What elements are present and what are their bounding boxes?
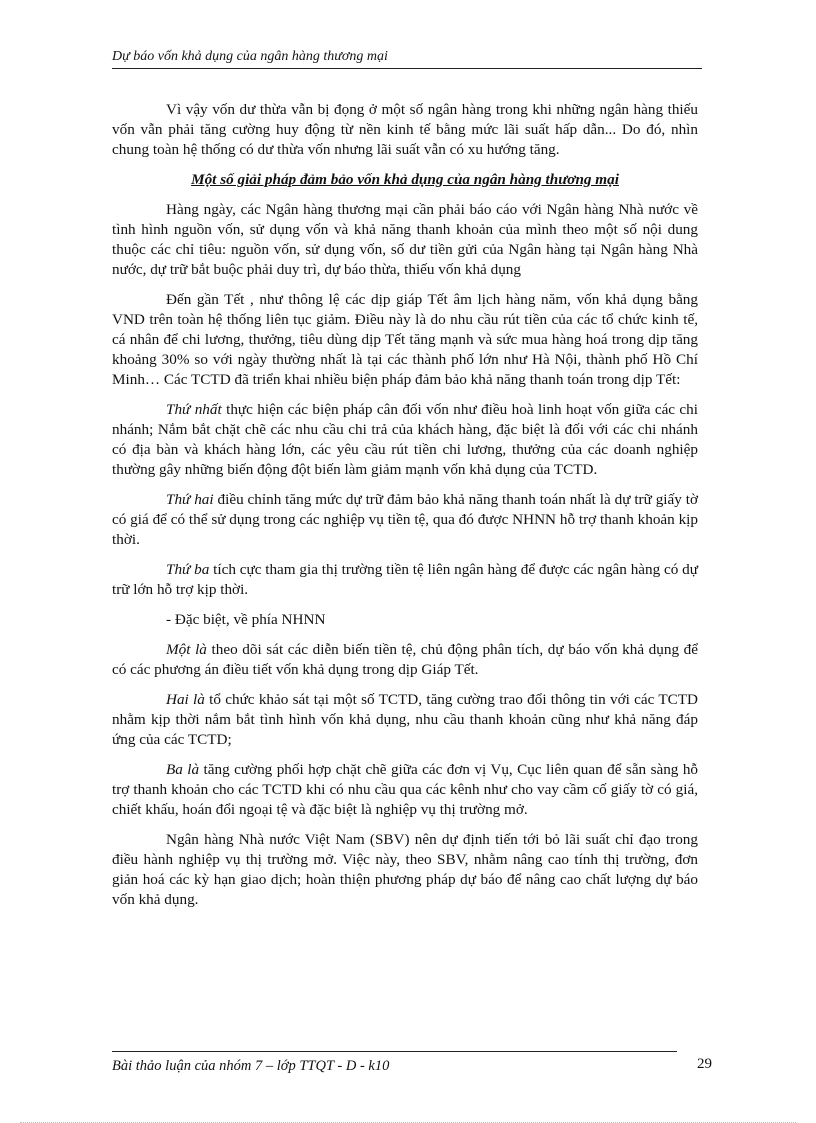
paragraph-text: theo dõi sát các diễn biến tiền tệ, chủ động phân tích, dự báo vốn khả dụng để có các phương án điều tiết vốn khả dụng trong dịp Giáp Tết. — [112, 641, 699, 678]
paragraph — [112, 640, 698, 680]
footer-rule — [112, 1051, 677, 1052]
paragraph-text: Ngân hàng Nhà nước Việt Nam (SBV) nên dự định tiến tới bỏ lãi suất chỉ đạo trong điều hành nghiệp vụ thị trường mở. Việc này, theo SBV, nhằm nâng cao tính thị trường, đơn giản hoá các kỳ hạn giao dịch; hoàn thiện phương pháp dự báo để nâng cao chất lượng dự báo vốn khả dụng. — [112, 831, 698, 908]
paragraph-lead: Ba là — [166, 761, 200, 778]
paragraph-lead: Thứ ba — [166, 561, 210, 578]
paragraph — [112, 400, 698, 480]
paragraph — [112, 100, 698, 160]
page-number: 29 — [697, 1056, 712, 1072]
paragraph — [112, 760, 698, 820]
paragraph-lead: Một là — [166, 641, 207, 658]
paragraph — [112, 830, 698, 910]
document-body — [112, 100, 698, 920]
paragraph — [112, 690, 698, 750]
paragraph-text: tổ chức khảo sát tại một số TCTD, tăng cường trao đổi thông tin với các TCTD nhằm kịp thời nắm bắt tình hình vốn khả dụng, nhu cầu thanh khoản cũng như khả năng đáp ứng của các TCTD; — [112, 691, 698, 748]
paragraph — [112, 610, 698, 630]
page-header — [112, 48, 702, 69]
footer-text: Bài thảo luận của nhóm 7 – lớp TTQT - D - k10 — [112, 1058, 390, 1074]
paragraph — [112, 490, 698, 550]
paragraph-text: điều chỉnh tăng mức dự trữ đảm bảo khả năng thanh toán nhất là dự trữ giấy tờ có giá để có thể sử dụng trong các nghiệp vụ tiền tệ, qua đó được NHNN hỗ trợ thanh khoản kịp thời. — [112, 491, 698, 548]
paragraph-text: Hàng ngày, các Ngân hàng thương mại cần phải báo cáo với Ngân hàng Nhà nước về tình hình nguồn vốn, sử dụng vốn và khả năng thanh khoản của mình theo một số nội dung thuộc các chỉ tiêu: nguồn vốn, sử dụng vốn, số dư tiền gửi của Ngân hàng tại Ngân hàng Nhà nước, dự trữ bắt buộc phải duy trì, dự báo thừa, thiếu vốn khả dụng — [112, 201, 698, 278]
paragraph-text: thực hiện các biện pháp cân đối vốn như điều hoà linh hoạt vốn giữa các chi nhánh; Nắm bắt chặt chẽ các nhu cầu chi trả của khách hàng, đặc biệt là đối với các chi nhánh có địa bàn và khách hàng lớn, các yêu cầu rút tiền chi lương, thưởng của các doanh nghiệp thường gây những biến động đột biến làm giảm mạnh vốn khả dụng của TCTD. — [112, 401, 698, 478]
paragraph — [112, 290, 698, 390]
paragraph — [112, 200, 698, 280]
paragraph — [112, 560, 698, 600]
paragraph-text: - Đặc biệt, về phía NHNN — [166, 611, 326, 628]
header-title: Dự báo vốn khả dụng của ngân hàng thương mại — [112, 49, 388, 64]
paragraph-text: tích cực tham gia thị trường tiền tệ liên ngân hàng để được các ngân hàng có dự trữ lớn hỗ trợ kịp thời. — [112, 561, 698, 598]
paragraph-text: Vì vậy vốn dư thừa vẫn bị đọng ở một số ngân hàng trong khi những ngân hàng thiếu vốn vẫn phải tăng cường huy động từ nền kinh tế bằng mức lãi suất hấp dẫn... Do đó, nhìn chung toàn hệ thống có dư thừa vốn nhưng lãi suất vẫn có xu hướng tăng. — [112, 101, 698, 158]
paragraph-lead: Thứ nhất — [166, 401, 222, 418]
paragraph-text: tăng cường phối hợp chặt chẽ giữa các đơn vị Vụ, Cục liên quan để sẵn sàng hỗ trợ thanh khoản cho các TCTD khi có nhu cầu qua các kênh như cho vay cầm cố giấy tờ có giá, chiết khấu, hoán đổi ngoại tệ và đặc biệt là nghiệp vụ thị trường mở. — [112, 761, 699, 818]
paragraph-text: Đến gần Tết , như thông lệ các dịp giáp Tết âm lịch hàng năm, vốn khả dụng bằng VND trên toàn hệ thống liên tục giảm. Điều này là do nhu cầu rút tiền của các tổ chức kinh tế, cá nhân để chi lương, thưởng, tiêu dùng dịp Tết tăng mạnh và sức mua hàng hoá trong dịp tăng khoảng 30% so với ngày thường nhất là tại các thành phố lớn như Hà Nội, thành phố Hồ Chí Minh… Các TCTD đã triển khai nhiều biện pháp đảm bảo khả năng thanh toán trong dịp Tết: — [112, 291, 698, 388]
paragraph-lead: Thứ hai — [166, 491, 214, 508]
paragraph-lead: Hai là — [166, 691, 205, 708]
section-heading: Một số giải pháp đảm bảo vốn khả dụng của ngân hàng thương mại — [191, 171, 619, 188]
